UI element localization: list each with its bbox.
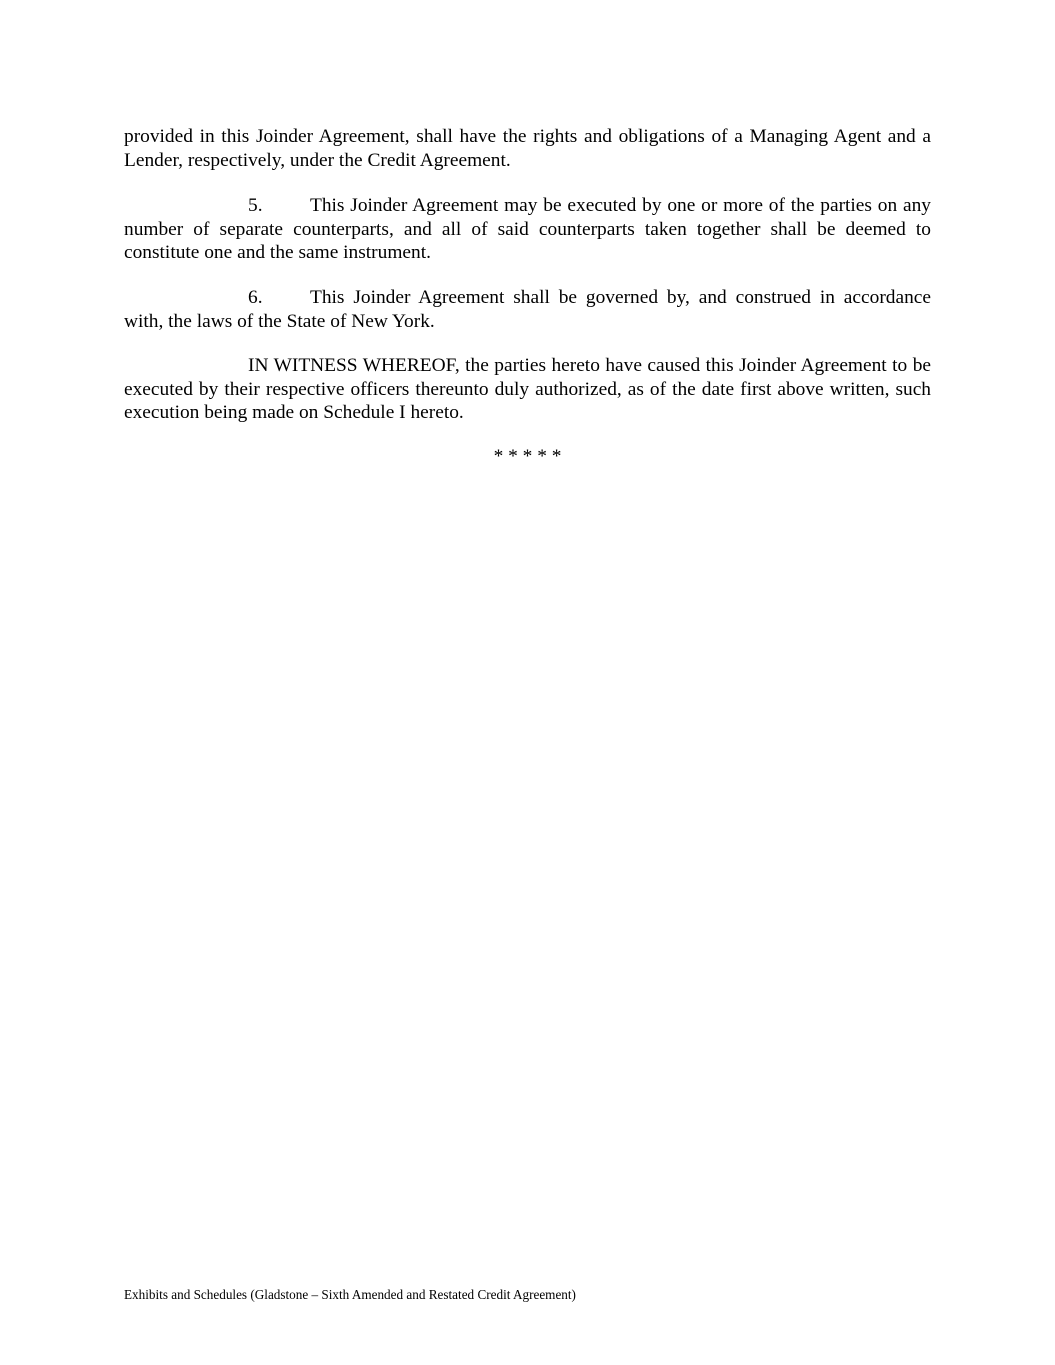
witness-clause-text: IN WITNESS WHEREOF, the parties hereto have caused this Joinder Agreement to be executed by their respective officers thereunto duly authorized, as of the date first above written, such execution being made on Schedule I hereto. [124, 355, 931, 423]
paragraph-number: 6. [248, 287, 263, 308]
paragraph-text: This Joinder Agreement shall be governed by, and construed in accordance with, the laws of the State of New York. [124, 287, 931, 332]
witness-clause [124, 354, 931, 425]
paragraph-6 [124, 286, 931, 333]
section-separator: * * * * * [493, 446, 562, 467]
paragraph-text: This Joinder Agreement may be executed by one or more of the parties on any number of separate counterparts, and all of said counterparts taken together shall be deemed to constitute one and the same instrument. [124, 195, 931, 263]
page-footer: Exhibits and Schedules (Gladstone – Sixth Amended and Restated Credit Agreement) [124, 1287, 576, 1302]
paragraph-number: 5. [248, 195, 263, 216]
paragraph-5 [124, 194, 931, 265]
continued-paragraph: provided in this Joinder Agreement, shall have the rights and obligations of a Managing Agent and a Lender, respectively, under the Credit Agreement. [124, 126, 931, 171]
